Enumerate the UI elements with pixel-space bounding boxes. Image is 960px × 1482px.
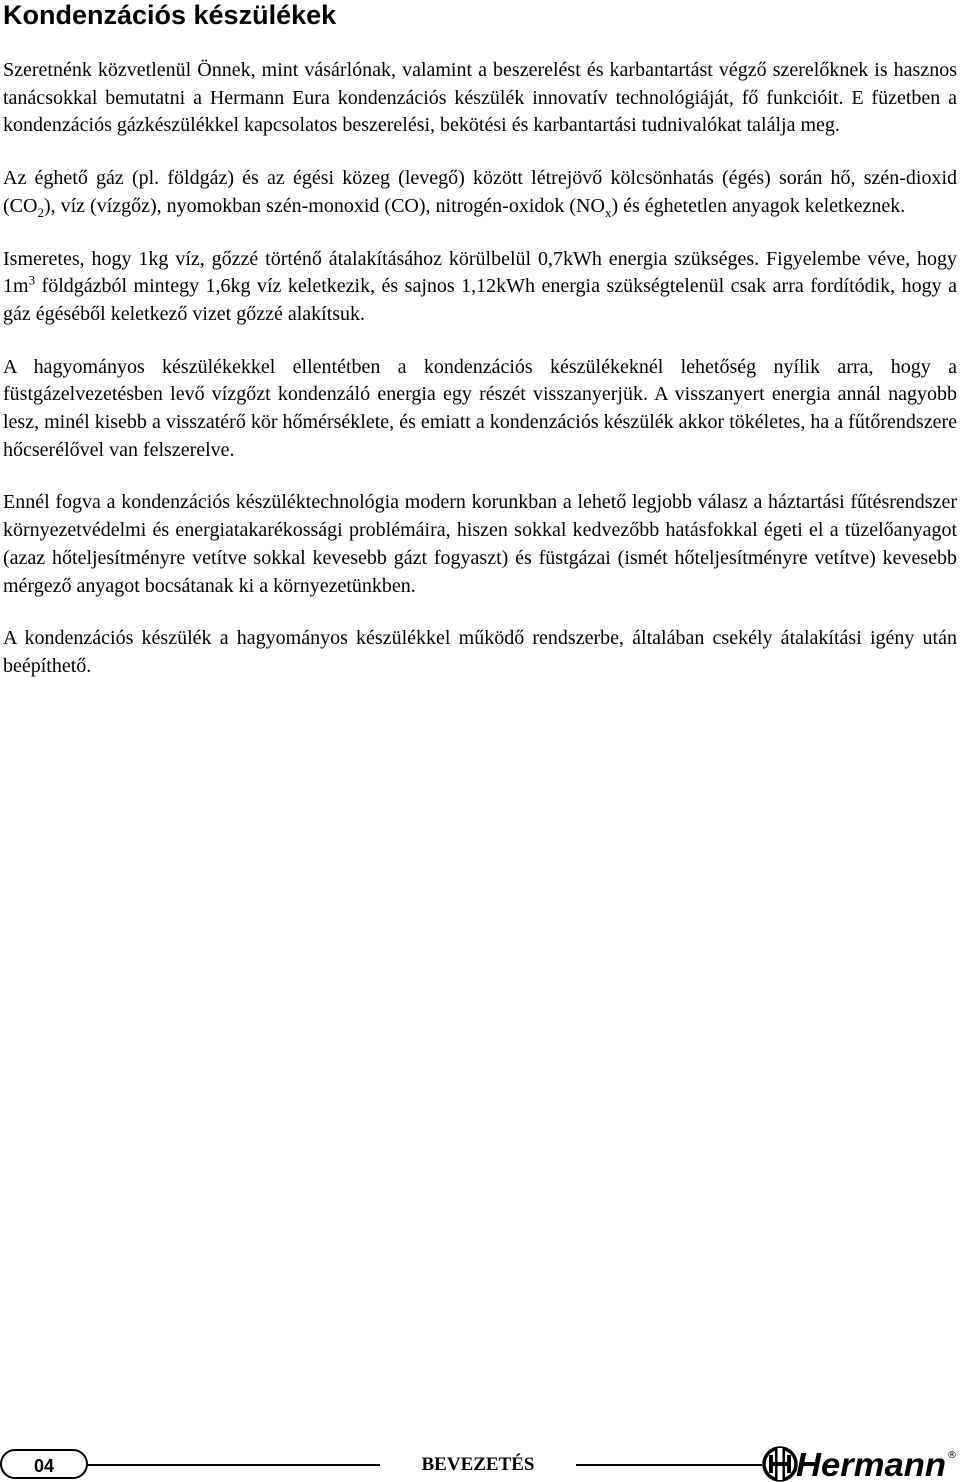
brand-wordmark: Hermann <box>796 1446 946 1482</box>
section-name: BEVEZETÉS <box>380 1453 576 1477</box>
brand-mark-icon <box>764 1448 796 1480</box>
intro-paragraph: Szeretnénk közvetlenül Önnek, mint vásárlónak, valamint a beszerelést és karbantartást végző szerelőknek is hasznos tanácsokkal bemutatni a Hermann Eura kondenzációs készülék innovatív technológiáját, fő funkcióit. E füzetben a kondenzációs gázkészülékkel kapcsolatos beszerelési, bekötési és karbantartási tudnivalókat találja meg. <box>3 59 957 137</box>
combustion-text-1: Az éghető gáz (pl. földgáz) és az égési közeg (levegő) között létrejövő kölcsönhatás (égés) során hő, szén-dioxid (CO <box>3 167 957 217</box>
hermann-logo <box>762 1446 958 1482</box>
condensing-paragraph: A hagyományos készülékekkel ellentétben a kondenzációs készülékeknél lehetőség nyílik arra, hogy a füstgázelvezetésben levő vízgőzt kondenzáló energia egy részét visszanyerjük. A visszanyert energia annál nagyobb lesz, minél kisebb a visszatérő kör hőmérséklete, és emiatt a kondenzációs készülék akkor tökéletes, ha a fűtőrendszere hőcserélővel van felszerelve. <box>3 355 957 461</box>
combustion-text-3: ) és éghetetlen anyagok keletkeznek. <box>611 194 906 217</box>
page-title: Kondenzációs készülékek <box>3 0 337 30</box>
cubic-superscript: 3 <box>28 272 36 288</box>
technology-paragraph: Ennél fogva a kondenzációs készüléktechnológia modern korunkban a lehető legjobb válasz a háztartási fűtésrendszer környezetvédelmi és energiatakarékossági problémáira, hiszen sokkal kedvezőbb hatásfokkal égeti el a tüzelőanyagot (azaz hőteljesítményre vetítve sokkal kevesebb gázt fogyaszt) és füstgázai (ismét hőteljesítményre vetítve) kevesebb mérgező anyagot bocsátanak ki a környezetünkben. <box>3 491 957 597</box>
energy-text-2: földgázból mintegy 1,6kg víz keletkezik, és sajnos 1,12kWh energia szükségtelenül csak arra fordítódik, hogy a gáz égéséből keletkező vizet gőzzé alakítsuk. <box>3 275 957 325</box>
page-number: 04 <box>0 1449 88 1479</box>
energy-paragraph <box>3 246 957 329</box>
body-text <box>3 57 957 706</box>
installation-paragraph: A kondenzációs készülék a hagyományos készülékkel működő rendszerbe, általában csekély átalakítási igény után beépíthető. <box>3 627 957 677</box>
energy-text-1: Ismeretes, hogy 1kg víz, gőzzé történő átalakításához körülbelül 0,7kWh energia szükséges. Figyelembe véve, hogy 1m <box>3 247 957 298</box>
nox-subscript: x <box>604 204 612 220</box>
co2-subscript: 2 <box>37 204 44 220</box>
combustion-text-2: ), víz (vízgőz), nyomokban szén-monoxid (CO), nitrogén-oxidok (NO <box>43 194 605 217</box>
page-footer <box>0 1440 960 1482</box>
combustion-paragraph <box>3 165 957 220</box>
registered-mark: ® <box>947 1450 957 1461</box>
